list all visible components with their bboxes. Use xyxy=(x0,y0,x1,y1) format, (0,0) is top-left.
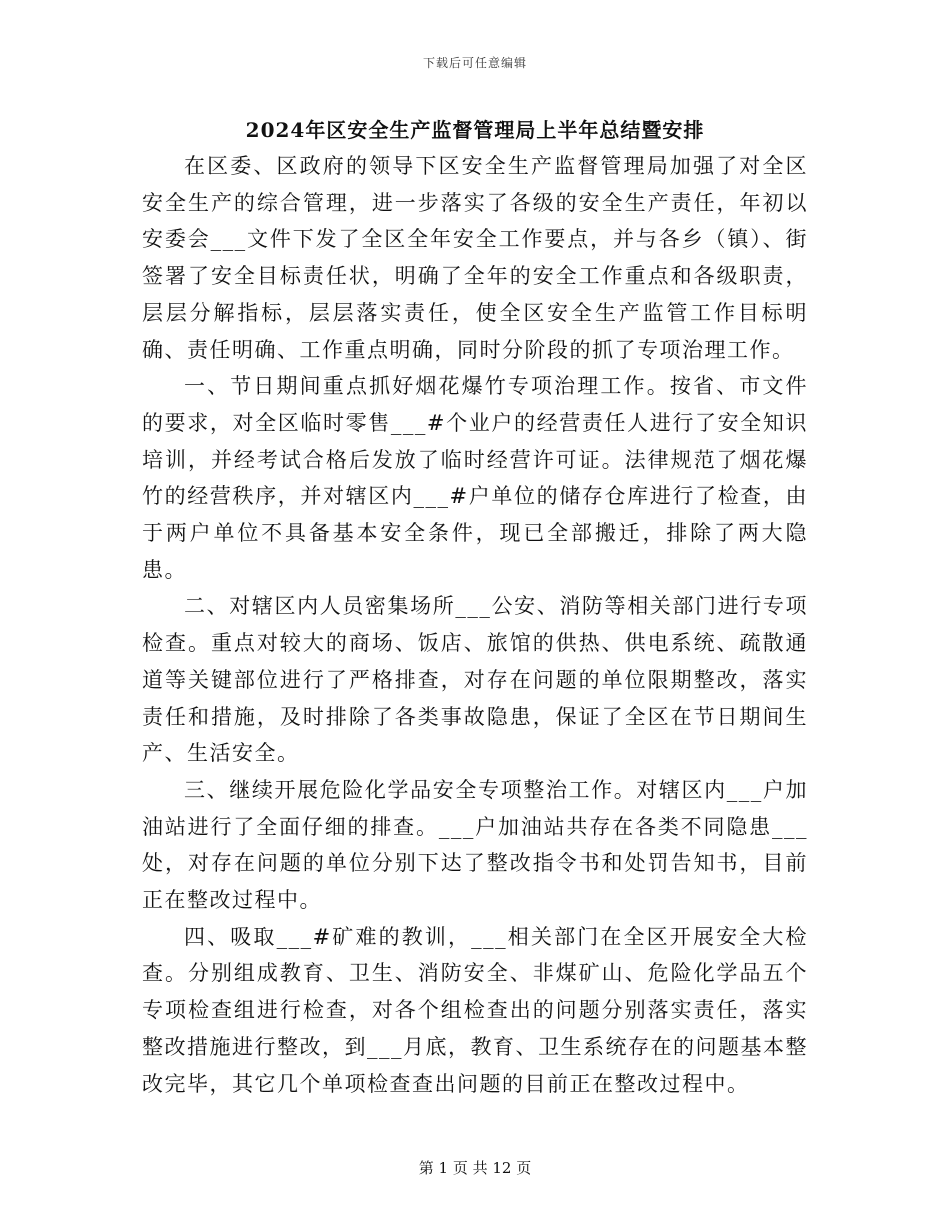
document-title: 2024年区安全生产监督管理局上半年总结暨安排 xyxy=(245,118,705,142)
paragraph-section-2: 二、对辖区内人员密集场所___公安、消防等相关部门进行专项检查。重点对较大的商场、饭店、旅馆的供热、供电系统、疏散通道等关键部位进行了严格排查，对存在问题的单位限期整改，落实责任和措施，及时排除了各类事故隐患，保证了全区在节日期间生产、生活安全。 xyxy=(142,594,808,766)
paragraph-section-3: 三、继续开展危险化学品安全专项整治工作。对辖区内___户加油站进行了全面仔细的排查。___户加油站共存在各类不同隐患___处，对存在问题的单位分别下达了整改指令书和处罚告知书，目前正在整改过程中。 xyxy=(142,777,808,913)
page-header-note: 下载后可任意编辑 xyxy=(422,56,527,70)
document-body xyxy=(142,148,808,1102)
paragraph-section-4: 四、吸取___#矿难的教训，___相关部门在全区开展安全大检查。分别组成教育、卫生、消防安全、非煤矿山、危险化学品五个专项检查组进行检查，对各个组检查出的问题分别落实责任，落实整改措施进行整改，到___月底，教育、卫生系统存在的问题基本整改完毕，其它几个单项检查查出问题的目前正在整改过程中。 xyxy=(142,924,808,1096)
paragraph-section-1: 一、节日期间重点抓好烟花爆竹专项治理工作。按省、市文件的要求，对全区临时零售___#个业户的经营责任人进行了安全知识培训，并经考试合格后发放了临时经营许可证。法律规范了烟花爆竹的经营秩序，并对辖区内___#户单位的储存仓库进行了检查，由于两户单位不具备基本安全条件，现已全部搬迁，排除了两大隐患。 xyxy=(142,374,808,582)
page-number-footer: 第 1 页 共 12 页 xyxy=(418,1159,532,1177)
paragraph-intro: 在区委、区政府的领导下区安全生产监督管理局加强了对全区安全生产的综合管理，进一步落实了各级的安全生产责任，年初以安委会___文件下发了全区全年安全工作要点，并与各乡（镇）、街签署了安全目标责任状，明确了全年的安全工作重点和各级职责，层层分解指标，层层落实责任，使全区安全生产监管工作目标明确、责任明确、工作重点明确，同时分阶段的抓了专项治理工作。 xyxy=(142,154,808,362)
